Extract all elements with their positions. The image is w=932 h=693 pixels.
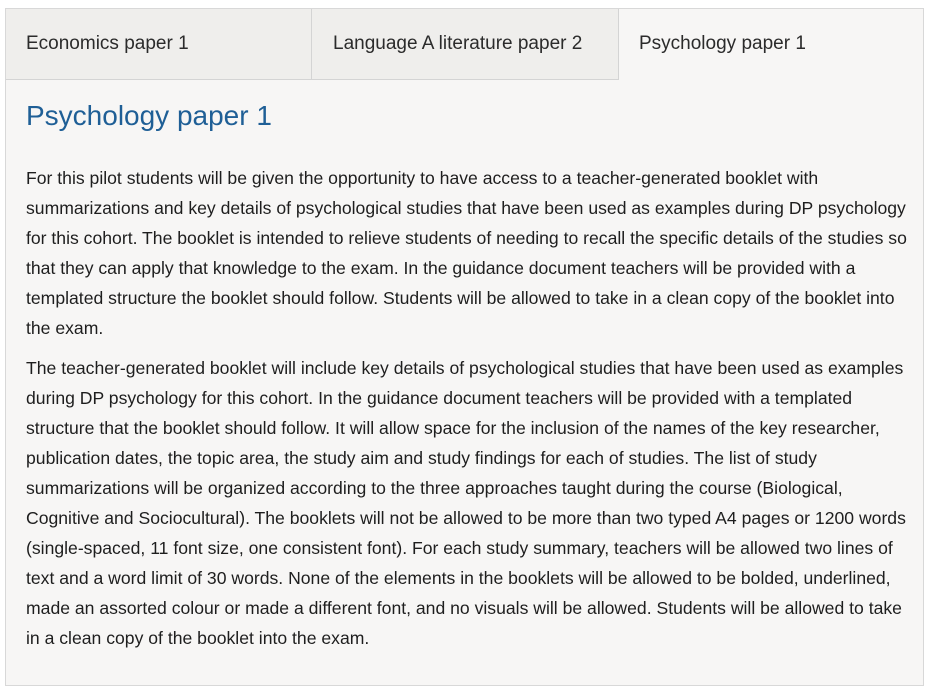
panel-title: Psychology paper 1 [26, 100, 272, 131]
panel-paragraph: The teacher-generated booklet will include key details of psychological studies that have been used as examples during DP psychology for this cohort. In the guidance document teachers will be provided with a templated structure that the booklet should follow. It will allow space for the inclusion of the names of the key researcher, publication dates, the topic area, the study aim and study findings for each of studies. The list of study summarizations will be organized according to the three approaches taught during the course (Biological, Cognitive and Sociocultural). The booklets will not be allowed to be more than two typed A4 pages or 1200 words (single-spaced, 11 font size, one consistent font). For each study summary, teachers will be allowed two lines of text and a word limit of 30 words. None of the elements in the booklets will be allowed to be bolded, underlined, made an assorted colour or made a different font, and no visuals will be allowed. Students will be allowed to take in a clean copy of the booklet into the exam. [26, 358, 906, 648]
tab-panel-psychology-paper-1 [26, 80, 908, 653]
tab-economics-paper-1[interactable]: Economics paper 1 [6, 9, 312, 80]
tab-language-a-literature-paper-2[interactable]: Language A literature paper 2 [312, 9, 619, 80]
tab-strip [6, 9, 923, 80]
panel-paragraph: For this pilot students will be given the opportunity to have access to a teacher-generated booklet with summarizations and key details of psychological studies that have been used as examples during DP psychology for this cohort. The booklet is intended to relieve students of needing to recall the specific details of the studies so that they can apply that knowledge to the exam. In the guidance document teachers will be provided with a templated structure the booklet should follow. Students will be allowed to take in a clean copy of the booklet into the exam. [26, 168, 907, 338]
exam-papers-tabs [5, 8, 924, 686]
tab-psychology-paper-1[interactable]: Psychology paper 1 [619, 9, 923, 80]
